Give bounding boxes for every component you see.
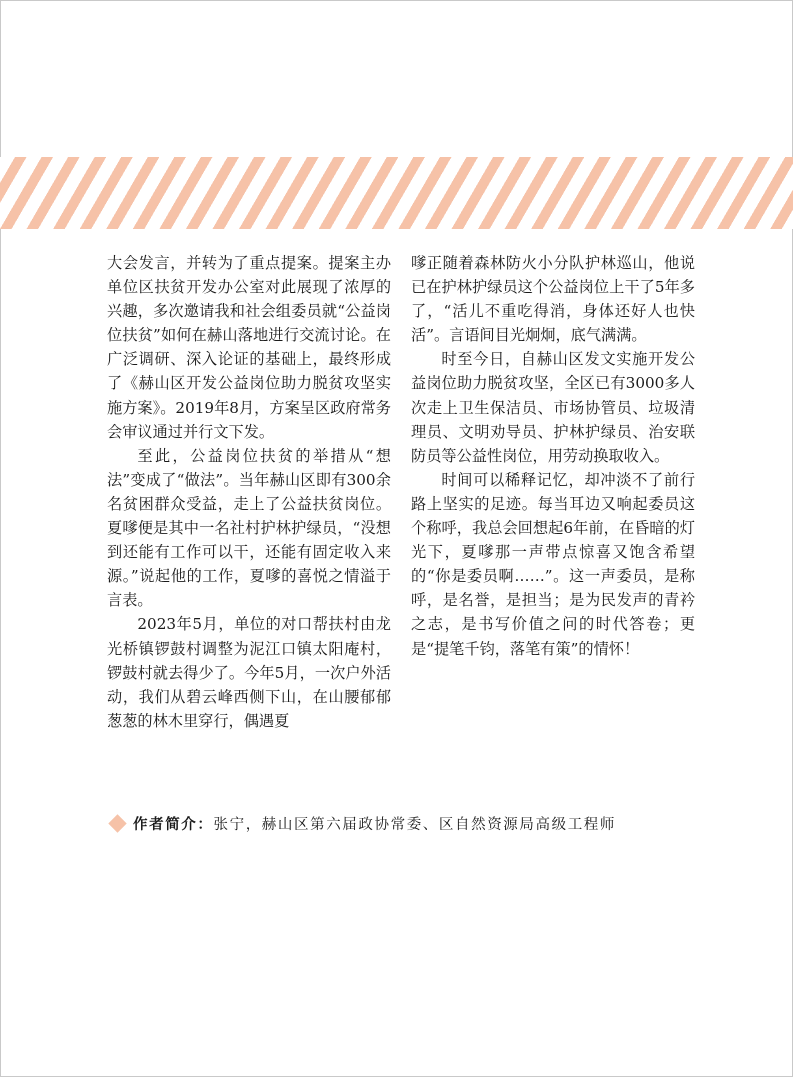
paragraph: 时间可以稀释记忆，却冲淡不了前行路上坚实的足迹。每当耳边又响起委员这个称呼，我总会回想起6年前，在昏暗的灯光下，夏嗲那一声带点惊喜又饱含希望的“你是委员啊……”。这一声委员，是称呼，是名誉，是担当；是为民发声的青衿之志，是书写价值之问的时代答卷；更是“提笔千钧，落笔有策”的情怀！ bbox=[411, 470, 695, 658]
diamond-icon bbox=[108, 814, 126, 832]
paragraph: 时至今日，自赫山区发文实施开发公益岗位助力脱贫攻坚，全区已有3000多人次走上卫生保洁员、市场协管员、垃圾清理员、文明劝导员、护林护绿员、治安联防员等公益性岗位，用劳动换取收入。 bbox=[411, 350, 695, 465]
author-bio bbox=[107, 811, 616, 835]
author-bio-label: 作者简介： bbox=[133, 816, 214, 833]
paragraph: 至此，公益岗位扶贫的举措从“想法”变成了“做法”。当年赫山区即有300余名贫困群众受益，走上了公益扶贫岗位。夏嗲便是其中一名社村护林护绿员，“没想到还能有工作可以干，还能有固定收入来源。”说起他的工作，夏嗲的喜悦之情溢于言表。 bbox=[107, 446, 391, 610]
paragraph: 2023年5月，单位的对口帮扶村由龙光桥镇锣鼓村调整为泥江口镇太阳庵村，锣鼓村就去得少了。今年5月，一次户外活动，我们从碧云峰西侧下山，在山腰郁郁葱葱的林木里穿行，偶遇夏 bbox=[107, 615, 391, 730]
decorative-stripe-band bbox=[0, 157, 793, 229]
paragraph: 大会发言，并转为了重点提案。提案主办单位区扶贫开发办公室对此展现了浓厚的兴趣，多次邀请我和社会组委员就“公益岗位扶贫”如何在赫山落地进行交流讨论。在广泛调研、深入论证的基础上，最终形成了《赫山区开发公益岗位助力脱贫攻坚实施方案》。2019年8月，方案呈区政府常务会审议通过并行文下发。 bbox=[107, 254, 391, 441]
paragraph: 嗲正随着森林防火小分队护林巡山，他说已在护林护绿员这个公益岗位上干了5年多了，“活儿不重吃得消，身体还好人也快活”。言语间目光炯炯，底气满满。 bbox=[411, 254, 695, 345]
author-bio-text: 张宁，赫山区第六届政协常委、区自然资源局高级工程师 bbox=[213, 816, 616, 833]
article-column-right bbox=[411, 251, 695, 661]
article-column-left bbox=[107, 251, 391, 733]
